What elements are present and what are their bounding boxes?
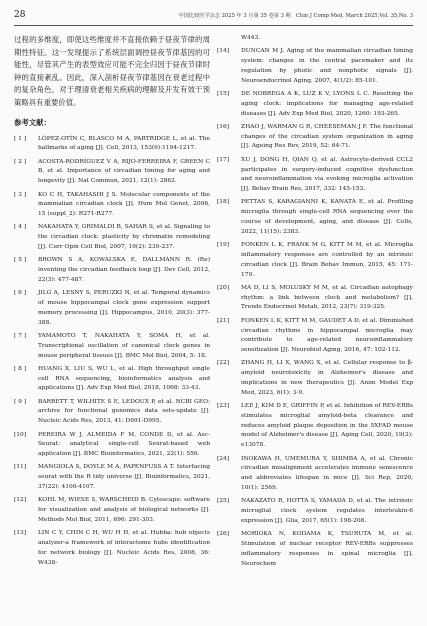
running-title: 中国比较医学杂志 2025 年 3 月第 35 卷第 3 期 Chin J Comp Med, March 2025,Vol. 35,No. 3 <box>178 13 413 19</box>
reference-number: [21] <box>217 317 230 324</box>
reference-text: BARRETT T, WILHITE S E, LEDOUX P, et al. NCBI GEO: archive for functional genomics data sets-update [J]. Nucleic Acids Res, 2013, 41: D991-D995. <box>38 398 210 425</box>
reference-item <box>14 463 210 492</box>
reference-number: [22] <box>217 360 230 367</box>
reference-number: [ 4 ] <box>14 224 27 231</box>
reference-text: NAKAHATA Y, GRIMALDI B, SAHAR S, et al. Signaling to the circadian clock: plasticity by chromatin remodeling [J]. Curr Opin Cell Biol, 2007, 19(2): 230-237. <box>38 224 210 251</box>
reference-text: ACOSTA-RODRÍGUEZ V A, RIJO-FERREIRA F, GREEN C B, et al. Importance of circadian timing for aging and longevity [J]. Nat Commun, 2021, 12(1): 2862. <box>38 158 210 185</box>
reference-item <box>14 191 210 220</box>
reference-item <box>217 47 413 86</box>
reference-item <box>14 332 210 361</box>
reference-item <box>217 284 413 313</box>
reference-text: PEREIRA W J, ALMEIDA F M, CONDE D, et al. Asc-Seurat: analytical single-cell Seurat-based web application [J]. BMC Bioinformatics, 2021, 22(1): 556. <box>38 431 210 458</box>
reference-item <box>217 497 413 526</box>
reference-list-right <box>217 47 413 569</box>
reference-text: HUANG X, LIU S, WU L, et al. High throughput single cell RNA sequencing, bioinformatics analysis and applications [J]. Adv Exp Med Biol, 2018, 1068: 33-43. <box>38 365 210 392</box>
page-header <box>14 10 413 24</box>
reference-text: MORIOKA N, KODAMA K, TSURUTA M, et al. Stimulation of nuclear receptor REV-ERBs suppresses inflammatory responses in spinal microglia [J]. Neurochem <box>241 531 413 567</box>
reference-number: [14] <box>217 48 230 55</box>
header-rule <box>14 25 413 26</box>
reference-number: [26] <box>217 531 230 538</box>
reference-text: BROWN S A, KOWALSKA E, DALLMANN R. (Re) inventing the circadian feedback loop [J]. Dev Cell, 2012, 22(3): 477-487. <box>38 257 210 283</box>
reference-number: [ 6 ] <box>14 290 27 297</box>
reference-text: ZHAO J, WARMAN G R, CHEESEMAN J F. The functional changes of the circadian system organization in aging [J]. Ageing Res Rev, 2019, 52: 64-71. <box>241 123 413 150</box>
reference-number: [ 5 ] <box>14 257 27 264</box>
reference-item <box>14 158 210 187</box>
reference-item <box>217 156 413 195</box>
reference-number: [25] <box>217 498 230 505</box>
reference-text: YAMAMOTO T, NAKAHATA Y, SOMA H, et al. Transcriptional oscillation of canonical clock genes in mouse peripheral tissues [J]. BMC Mol Biol, 2004, 5: 18. <box>38 332 210 359</box>
references-heading: 参考文献： <box>14 117 51 127</box>
reference-number: [ 8 ] <box>14 365 27 372</box>
reference-text: LÓPEZ-OTÍN C, BLASCO M A, PARTRIDGE L, et al. The hallmarks of aging [J]. Cell, 2013, 153(6):1194-1217. <box>38 135 210 152</box>
reference-item <box>14 496 210 525</box>
reference-number: [ 2 ] <box>14 158 27 165</box>
reference-text: DE NOBREGA A K, LUZ K V, LYONS L C. Resetting the aging clock: implications for managing age-related diseases [J]. Adv Exp Med Biol, 2020, 1260: 193-265. <box>241 90 413 117</box>
reference-text: LEE J, KIM D E, GRIFFIN P, et al. Inhibition of REV-ERBs stimulates microglial amyloid-beta clearance and reduces amyloid plaque deposition in the 5XFAD mouse model of Alzheimer's disease [J]. Aging Cell, 2020, 19(2): e13078. <box>241 403 413 449</box>
reference-text: KOHL M, WIESE S, WARSCHEID B. Cytoscape: software for visualization and analysis of biological networks [J]. Methods Mol Biol, 2011, 696: 291-303. <box>38 497 210 523</box>
reference-item <box>217 241 413 280</box>
reference-item <box>14 529 210 568</box>
reference-text: MA D, LI S, MOLUSKY M M, et al. Circadian autophagy rhythm: a link between clock and metabolism? [J]. Trends Endocrinol Metab, 2012, 23(7): 319-325. <box>241 284 413 311</box>
reference-text: DUNCAN M J. Aging of the mammalian circadian timing system: changes in the central pacemaker and its regulation by photic and nonphotic signals [J]. Neuroendocrinol Aging, 2007, 4(1/2): 85-101. <box>241 48 413 84</box>
reference-text: JILG A, LESNY S, PERUZKI N, et al. Temporal dynamics of mouse hippocampal clock gene expression support memory processing [J]. Hippocampus, 2010, 20(3): 377-388. <box>38 290 210 326</box>
reference-continuation: W443. <box>241 35 261 41</box>
reference-number: [20] <box>217 284 230 291</box>
reference-number: [19] <box>217 242 230 249</box>
reference-number: [ 9 ] <box>14 398 27 405</box>
page-number: 28 <box>14 10 26 20</box>
intro-text: 过程的多维度，即使这些维度并不直接依赖于昼夜节律的周期性特征。这一发现提示了系统层面调控昼夜节律基因的可能性，尽管其产生的表型效应可能不完全归因于昼夜节律时钟的直接紊乱。因此，深入剖析昼夜节律基因在衰老过程中的复杂角色，对于理清衰老相关疾病的理解及开发有效干预策略具有重要价值。 <box>14 35 210 107</box>
reference-item <box>217 90 413 119</box>
reference-text: XU J, DONG H, QIAN Q, et al. Astrocyte-derived CCL2 participates in surgery-induced cognitive dysfunction and neuroinflammation via evoking microglia activation [J]. Behav Brain Res, 2017, 332: 145-153. <box>241 156 413 193</box>
reference-number: [16] <box>217 123 230 130</box>
reference-number: [24] <box>217 455 230 462</box>
reference-text: NAKAZATO R, HOTTA S, YAMADA D, et al. The intrinsic microglial clock system regulates interleukin-6 expression [J]. Glia, 2017, 65(1): 198-208. <box>241 498 413 524</box>
reference-number: [ 3 ] <box>14 191 27 198</box>
reference-number: [18] <box>217 199 230 206</box>
reference-item <box>217 317 413 356</box>
reference-text: KO C H, TAKAHASHI J S. Molecular components of the mammalian circadian clock [J]. Hum Mol Genet, 2006, 15 (suppl_2): R271-R277. <box>38 191 210 218</box>
reference-item <box>217 198 413 237</box>
reference-number: [17] <box>217 156 230 163</box>
left-column <box>14 34 210 572</box>
reference-number: [ 1 ] <box>14 135 27 142</box>
reference-text: ZHANG H, LI X, WANG X, et al. Cellular response to β-amyloid neurotoxicity in Alzheimer's disease and implications in new therapeutics [J]. Anim Model Exp Med, 2023, 6(1): 3-9. <box>241 360 413 396</box>
reference-item <box>217 359 413 398</box>
reference-list-left <box>14 135 210 569</box>
reference-item <box>217 123 413 152</box>
reference-item <box>217 402 413 451</box>
reference-number: [13] <box>14 530 27 537</box>
reference-number: [ 7 ] <box>14 332 27 339</box>
reference-text: MANGIOLA S, DOYLE M A, PAPENFUSS A T. Interfacing seurat with the R tidy universe [J]. Bioinformatics, 2021, 37(22): 4100-4107. <box>38 464 210 491</box>
reference-item <box>217 530 413 569</box>
reference-text: PETTAS S, KARAGIANNI K, KANATA E, et al. Profiling microglia through single-cell RNA sequencing over the course of development, aging, and disease [J]. Cells, 2022, 11(15): 2383. <box>241 199 413 235</box>
reference-item <box>14 289 210 328</box>
reference-text: LIN C Y, CHIN C H, WU H H, et al. Hubba: hub objects analyzer-a framework of interactome hubs identification for network biology [J]. Nucleic Acids Res, 2008, 36: W438- <box>38 530 210 566</box>
reference-text: FONKEN L K, KITT M M, GAUDET A D, et al. Diminished circadian rhythms in hippocampal microglia may contribute to age-related neuroinflammatory sensitization [J]. Neurobiol Aging, 2016, 47: 102-112. <box>241 317 413 354</box>
reference-item <box>217 455 413 494</box>
reference-item <box>14 135 210 155</box>
right-column <box>217 34 413 573</box>
reference-text: FONKEN L K, FRANK M G, KITT M M, et al. Microglia inflammatory responses are controlled by an intrinsic circadian clock [J]. Brain Behav Immun, 2015, 45: 171-179. <box>241 242 413 278</box>
reference-number: [11] <box>14 464 27 471</box>
reference-number: [23] <box>217 403 230 410</box>
reference-item <box>14 256 210 285</box>
reference-text: INOKAWA H, UMEMURA Y, SHIMBA A, et al. Chronic circadian misalignment accelerates immune senescence and abbreviates lifespan in mice [J]. Sci Rep, 2020, 10(1): 2569. <box>241 455 413 491</box>
reference-item <box>14 223 210 252</box>
intro-paragraph <box>14 34 210 110</box>
reference-item <box>14 398 210 427</box>
reference-item <box>14 431 210 460</box>
reference-number: [12] <box>14 497 27 504</box>
reference-number: [10] <box>14 431 27 438</box>
reference-item <box>14 365 210 394</box>
reference-number: [15] <box>217 90 230 97</box>
